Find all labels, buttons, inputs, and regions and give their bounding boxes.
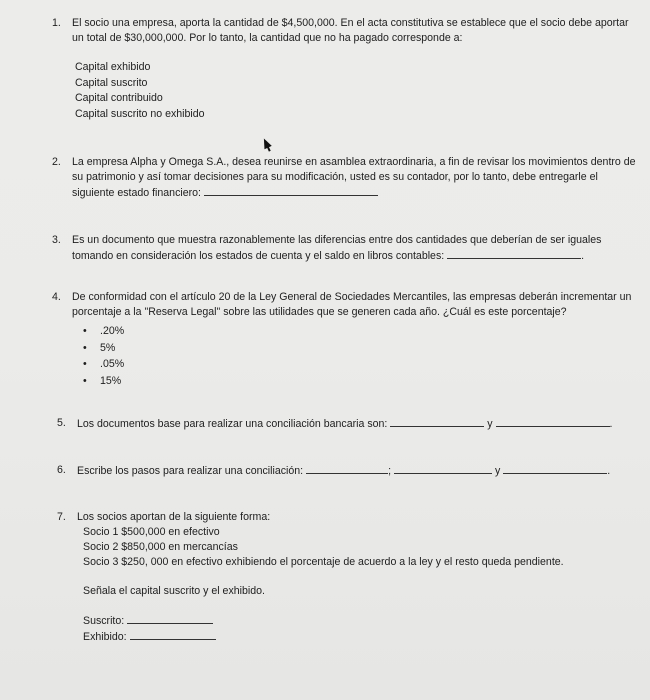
- answer-blank-2[interactable]: [394, 463, 492, 474]
- answer-blank[interactable]: [447, 248, 581, 259]
- question-text: De conformidad con el artículo 20 de la Ley General de Sociedades Mercantiles, las empresas deberán incrementar un porcentaje a la "Reserva Legal" sobre las utilidades que se generen cada año. ¿Cuál es este porcentaje?: [72, 291, 632, 318]
- answer-blank-1[interactable]: [306, 463, 388, 474]
- question-5: [57, 416, 642, 432]
- question-text: Escribe los pasos para realizar una conciliación:: [77, 465, 304, 477]
- option-b: Capital suscrito: [75, 76, 148, 89]
- separator: y: [487, 418, 493, 430]
- question-7: [57, 510, 642, 645]
- option-c: Capital contribuido: [75, 92, 163, 104]
- mouse-cursor-icon: [260, 137, 271, 149]
- question-number: 6.: [57, 464, 66, 476]
- separator: y: [494, 465, 501, 477]
- separator: ;: [388, 465, 392, 477]
- answer-blank-2[interactable]: [496, 416, 610, 427]
- question-number: 5.: [57, 417, 66, 429]
- question-2: [52, 155, 637, 201]
- suscrito-label: Suscrito:: [83, 615, 125, 627]
- option-c: • .05%: [80, 356, 637, 373]
- option-a: Capital exhibido: [75, 61, 151, 73]
- answer-blank-3[interactable]: [503, 463, 607, 474]
- answer-blank-1[interactable]: [390, 416, 484, 427]
- answer-blank[interactable]: [204, 185, 378, 196]
- exhibido-label: Exhibido:: [83, 631, 127, 643]
- question-3: [52, 233, 637, 264]
- question-number: 3.: [52, 234, 61, 246]
- period: .: [581, 250, 585, 262]
- question-text: El socio una empresa, aporta la cantidad de $4,500,000. En el acta constitutiva se establece que el socio debe aportar un total de $30,000,000. Por lo tanto, la cantidad que no ha pagado corresponde a:: [72, 17, 629, 44]
- option-d: Capital suscrito no exhibido: [75, 107, 205, 120]
- partner-line-2: Socio 2 $850,000 en mercancías: [83, 541, 238, 553]
- question-number: 4.: [52, 291, 61, 303]
- question-intro: Los socios aportan de la siguiente forma:: [77, 511, 271, 523]
- option-b: • 5%: [80, 340, 637, 357]
- period: .: [609, 418, 613, 430]
- question-6: [57, 463, 642, 479]
- question-text: Los documentos base para realizar una conciliación bancaria son:: [77, 418, 388, 430]
- exhibido-blank[interactable]: [130, 629, 216, 640]
- question-1: [52, 16, 637, 122]
- period: .: [607, 465, 611, 477]
- question-number: 7.: [57, 511, 66, 523]
- partner-line-1: Socio 1 $500,000 en efectivo: [83, 526, 220, 538]
- question-text: La empresa Alpha y Omega S.A., desea reunirse en asamblea extraordinaria, a fin de revisar los movimientos dentro de su patrimonio y así tomar decisiones para su modificación, usted es su contador, por lo tanto, debe entregarle el siguiente estado financiero:: [72, 156, 636, 199]
- question-number: 1.: [52, 17, 61, 29]
- option-d: • 15%: [80, 373, 637, 390]
- question-number: 2.: [52, 156, 61, 168]
- question-text: Es un documento que muestra razonablemente las diferencias entre dos cantidades que deberían de ser iguales tomando en consideración los estados de cuenta y el saldo en libros contables:: [72, 234, 602, 262]
- instruction-text: Señala el capital suscrito y el exhibido.: [83, 585, 265, 597]
- suscrito-blank[interactable]: [127, 613, 213, 624]
- option-a: • .20%: [80, 323, 637, 340]
- partner-line-3: Socio 3 $250, 000 en efectivo exhibiendo el porcentaje de acuerdo a la ley y el resto queda pendiente.: [83, 556, 564, 568]
- question-4: [52, 290, 637, 389]
